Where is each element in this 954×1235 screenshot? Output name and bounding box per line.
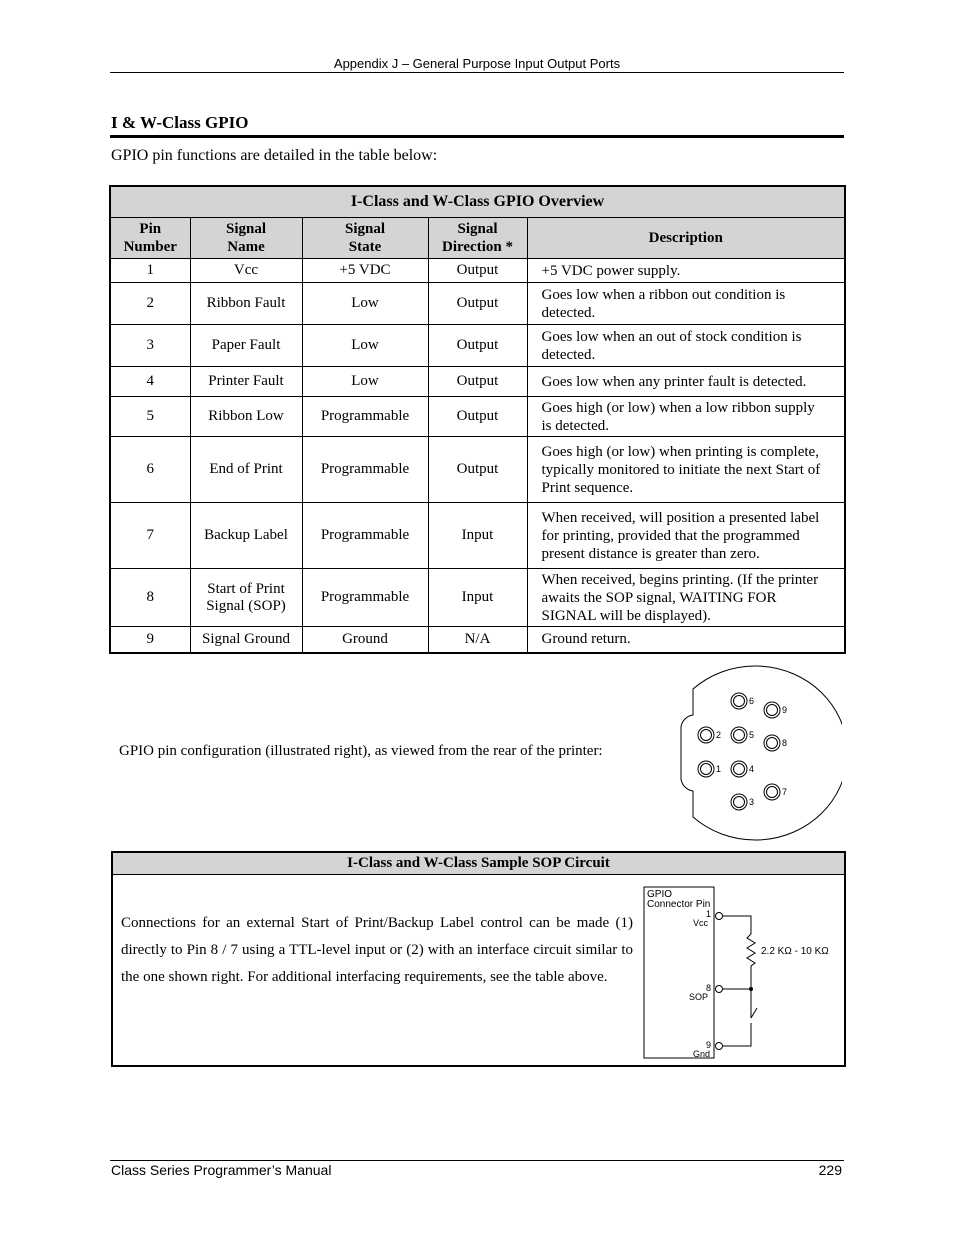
description-line: Goes low when any printer fault is detected. [541, 373, 807, 390]
description-cell [527, 569, 845, 627]
sop-circuit-box [111, 851, 846, 1067]
pin-label: 3 [749, 797, 755, 807]
description-cell [527, 325, 845, 367]
description-line: Goes low when an out of stock condition is [541, 328, 802, 345]
footer-rule [110, 1160, 844, 1161]
description-line: detected. [541, 304, 596, 321]
signal-state-cell: Programmable [302, 397, 428, 437]
column-header-line: State [348, 239, 382, 255]
description-line: SIGNAL will be displayed). [541, 607, 711, 624]
description-line: When received, begins printing. (If the printer [541, 571, 819, 588]
pin-number-cell: 8 [110, 569, 190, 627]
description-line: detected. [541, 346, 596, 363]
sop-circuit-diagram [643, 886, 843, 1061]
pin-socket [767, 787, 778, 798]
signal-name-line: Start of Print [207, 580, 285, 597]
pin-socket [734, 797, 745, 808]
signal-state-cell: Programmable [302, 437, 428, 503]
column-header-line: Name [227, 239, 265, 255]
pin-socket [701, 764, 712, 775]
pin-number-cell: 7 [110, 503, 190, 569]
pin9-label: Gnd [693, 1049, 711, 1059]
description-cell [527, 259, 845, 283]
description-line: present distance is greater than zero. [541, 545, 760, 562]
column-header [302, 218, 428, 259]
signal-name-cell [190, 397, 302, 437]
table-body [110, 259, 845, 653]
signal-direction-cell: Output [428, 367, 527, 397]
pin-label: 8 [782, 738, 788, 748]
connector-label-2: Connector Pin [647, 899, 711, 910]
description-line: for printing, provided that the programmed [541, 527, 800, 544]
gpio-overview-table [109, 185, 846, 654]
pin1-terminal [716, 913, 723, 920]
signal-direction-cell: Output [428, 259, 527, 283]
signal-name-cell [190, 325, 302, 367]
signal-name-line: Printer Fault [208, 373, 284, 389]
signal-state-cell: +5 VDC [302, 259, 428, 283]
column-header [527, 218, 845, 259]
pin-socket [734, 730, 745, 741]
section-rule [110, 135, 844, 138]
signal-direction-cell: Output [428, 437, 527, 503]
signal-name-cell [190, 367, 302, 397]
running-header: Appendix J – General Purpose Input Output Ports [333, 56, 621, 71]
description-line: Ground return. [541, 631, 631, 648]
pin-group [698, 693, 787, 810]
column-header-line: Signal [225, 221, 267, 237]
column-header-line: Description [648, 230, 723, 246]
column-header-line: Pin [139, 221, 162, 237]
signal-direction-cell: Input [428, 503, 527, 569]
description-line: awaits the SOP signal, WAITING FOR [541, 589, 777, 606]
signal-name-cell [190, 259, 302, 283]
column-header [190, 218, 302, 259]
resistor-value: 2.2 KΩ - 10 KΩ [761, 946, 829, 957]
pin-number-cell: 3 [110, 325, 190, 367]
column-header-line: Signal [457, 221, 498, 237]
pin-label: 4 [749, 764, 755, 774]
table-row [110, 283, 845, 325]
signal-name-cell [190, 437, 302, 503]
table-row [110, 397, 845, 437]
signal-state-cell: Programmable [302, 569, 428, 627]
pin-config-text: GPIO pin configuration (illustrated right), as viewed from the rear of the printer: [119, 743, 603, 759]
table-row [110, 437, 845, 503]
junction-dot [749, 987, 753, 991]
pin-label: 2 [716, 730, 722, 740]
table-row [110, 325, 845, 367]
column-header-line: Number [123, 239, 177, 255]
signal-name-line: Signal (SOP) [206, 597, 286, 614]
signal-name-line: Paper Fault [211, 337, 281, 353]
pin-number-cell: 6 [110, 437, 190, 503]
pin-socket [734, 696, 745, 707]
table-row [110, 627, 845, 653]
connector-label-1: GPIO [647, 889, 673, 900]
signal-name-cell [190, 503, 302, 569]
signal-state-cell: Low [302, 367, 428, 397]
description-line: is detected. [541, 417, 609, 434]
column-header [110, 218, 190, 259]
signal-direction-cell: Output [428, 283, 527, 325]
intro-text: GPIO pin functions are detailed in the table below: [111, 147, 438, 164]
page-number: 229 [818, 1162, 842, 1178]
signal-state-cell: Low [302, 325, 428, 367]
pin8-label: SOP [689, 992, 709, 1002]
signal-name-cell [190, 283, 302, 325]
description-line: Print sequence. [541, 479, 634, 496]
signal-name-line: Signal Ground [202, 630, 290, 647]
pin9-number: 9 [706, 1040, 712, 1050]
table-title: I-Class and W-Class GPIO Overview [110, 186, 845, 218]
pin9-terminal [716, 1043, 723, 1050]
signal-name-line: Ribbon Low [208, 408, 284, 424]
footer-title: Class Series Programmer’s Manual [111, 1162, 332, 1178]
description-cell [527, 397, 845, 437]
description-line: typically monitored to initiate the next Start of [541, 461, 821, 478]
pin-label: 7 [782, 787, 788, 797]
description-cell [527, 627, 845, 653]
signal-name-cell [190, 569, 302, 627]
signal-direction-cell: Output [428, 397, 527, 437]
gnd-wire [723, 1023, 751, 1046]
sop-wire [723, 989, 751, 1018]
connector-block [644, 887, 714, 1058]
pin-label: 6 [749, 696, 755, 706]
table-row [110, 569, 845, 627]
description-cell [527, 503, 845, 569]
signal-state-cell: Programmable [302, 503, 428, 569]
table-row [110, 259, 845, 283]
pin-label: 9 [782, 705, 788, 715]
pin8-terminal [716, 986, 723, 993]
signal-state-cell: Ground [302, 627, 428, 653]
pin-number-cell: 2 [110, 283, 190, 325]
pin-number-cell: 4 [110, 367, 190, 397]
signal-name-cell [190, 627, 302, 653]
table-row [110, 367, 845, 397]
pin-number-cell: 1 [110, 259, 190, 283]
table-row [110, 503, 845, 569]
pin-label: 1 [716, 764, 722, 774]
signal-state-cell: Low [302, 283, 428, 325]
resistor-symbol [747, 934, 755, 989]
pin-socket [767, 738, 778, 749]
pin1-number: 1 [706, 909, 712, 919]
table-header-row [110, 218, 845, 259]
signal-direction-cell: Output [428, 325, 527, 367]
pin1-label: Vcc [693, 918, 709, 928]
column-header-line: Direction * [442, 239, 513, 255]
connector-shell [681, 666, 842, 840]
description-line: When received, will position a presented label [541, 509, 820, 526]
header-rule [110, 72, 844, 73]
description-cell [527, 437, 845, 503]
description-line: Goes high (or low) when printing is complete, [541, 443, 819, 460]
switch-symbol [751, 1008, 757, 1018]
sop-title: I-Class and W-Class Sample SOP Circuit [113, 853, 844, 875]
description-cell [527, 367, 845, 397]
pin-socket [701, 730, 712, 741]
signal-name-line: Backup Label [204, 527, 288, 543]
pin-label: 5 [749, 730, 755, 740]
section-title: I & W-Class GPIO [111, 113, 249, 132]
column-header [428, 218, 527, 259]
description-cell [527, 283, 845, 325]
pin-number-cell: 5 [110, 397, 190, 437]
pin-number-cell: 9 [110, 627, 190, 653]
connector-diagram [648, 663, 842, 843]
signal-direction-cell: N/A [428, 627, 527, 653]
signal-name-line: Ribbon Fault [206, 295, 286, 311]
signal-direction-cell: Input [428, 569, 527, 627]
signal-name-line: Vcc [233, 262, 259, 278]
description-line: Goes high (or low) when a low ribbon supply [541, 399, 815, 416]
pin-socket [734, 764, 745, 775]
vcc-wire [723, 916, 751, 934]
sop-description: Connections for an external Start of Print/Backup Label control can be made (1) directly to Pin 8 / 7 using a TTL-level input or (2) with an interface circuit similar to the one shown right. For additional interfacing requirements, see the table above. [121, 915, 633, 985]
pin-socket [767, 705, 778, 716]
description-line: +5 VDC power supply. [541, 262, 681, 279]
description-line: Goes low when a ribbon out condition is [541, 286, 786, 303]
column-header-line: Signal [344, 221, 386, 237]
signal-name-line: End of Print [209, 461, 283, 477]
pin8-number: 8 [706, 983, 712, 993]
